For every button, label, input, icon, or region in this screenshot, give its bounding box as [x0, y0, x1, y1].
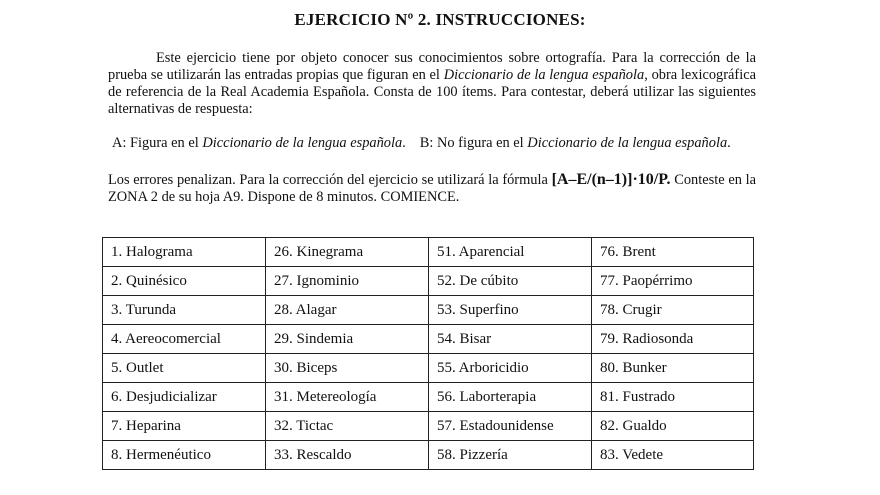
word-item-cell: 28. Alagar [266, 296, 429, 325]
table-row [103, 354, 754, 383]
word-item-cell: 8. Hermenéutico [103, 441, 266, 470]
word-item-cell: 31. Metereología [266, 383, 429, 412]
word-item-cell: 5. Outlet [103, 354, 266, 383]
alternative-b-prefix: B: No figura en el [419, 135, 528, 151]
word-item-cell: 76. Brent [592, 238, 754, 267]
word-item-cell: 30. Biceps [266, 354, 429, 383]
page-title: EJERCICIO Nº 2. INSTRUCCIONES: [294, 10, 586, 29]
word-item-cell: 33. Rescaldo [266, 441, 429, 470]
word-item-cell: 55. Arboricidio [429, 354, 592, 383]
table-row [103, 325, 754, 354]
word-item-cell: 32. Tictac [266, 412, 429, 441]
instructions-text-2: , obra lexicográfica de referencia de la Real Academia Española. Consta de 100 ítems. Para contestar, deberá utilizar las siguientes alternativas de respuesta: [108, 67, 756, 117]
dictionary-title: Diccionario de la lengua española [443, 67, 645, 83]
word-item-cell: 53. Superfino [429, 296, 592, 325]
word-item-cell: 4. Aereocomercial [103, 325, 266, 354]
alternative-a-suffix: . [402, 135, 406, 151]
alternative-b-suffix: . [727, 135, 731, 151]
instructions-paragraph [108, 50, 756, 118]
table-row [103, 267, 754, 296]
table-row [103, 412, 754, 441]
word-item-cell: 77. Paopérrimo [592, 267, 754, 296]
word-item-cell: 57. Estadounidense [429, 412, 592, 441]
scoring-text-2: Conteste en la ZONA 2 de su hoja A9. Dispone de 8 minutos. COMIENCE. [108, 172, 756, 205]
table-row [103, 296, 754, 325]
word-item-cell: 29. Sindemia [266, 325, 429, 354]
word-table-body [103, 238, 754, 470]
word-item-cell: 58. Pizzería [429, 441, 592, 470]
word-item-cell: 2. Quinésico [103, 267, 266, 296]
scoring-formula: [A–E/(n–1)]·10/P. [551, 171, 671, 188]
word-item-cell: 26. Kinegrama [266, 238, 429, 267]
word-item-cell: 54. Bisar [429, 325, 592, 354]
word-table [102, 237, 754, 470]
word-item-cell: 81. Fustrado [592, 383, 754, 412]
word-item-cell: 3. Turunda [103, 296, 266, 325]
instructions-text-1: Este ejercicio tiene por objeto conocer sus conocimientos sobre ortografía. Para la corrección de la prueba se utilizarán las entradas propias que figuran en el [108, 50, 756, 83]
word-item-cell: 80. Bunker [592, 354, 754, 383]
word-item-cell: 56. Laborterapia [429, 383, 592, 412]
alternative-a-prefix: A: Figura en el [112, 135, 203, 151]
word-item-cell: 51. Aparencial [429, 238, 592, 267]
table-row [103, 383, 754, 412]
table-row [103, 238, 754, 267]
alternative-b-dictionary: Diccionario de la lengua española [527, 135, 728, 151]
word-item-cell: 83. Vedete [592, 441, 754, 470]
scoring-text-1: Los errores penalizan. Para la corrección del ejercicio se utilizará la fórmula [108, 172, 552, 188]
answer-alternatives [112, 135, 762, 152]
scoring-paragraph [108, 171, 756, 206]
word-table-wrapper [102, 237, 754, 470]
word-item-cell: 1. Halograma [103, 238, 266, 267]
table-row [103, 441, 754, 470]
alternative-a-dictionary: Diccionario de la lengua española [202, 135, 403, 151]
word-item-cell: 79. Radiosonda [592, 325, 754, 354]
word-item-cell: 82. Gualdo [592, 412, 754, 441]
word-item-cell: 7. Heparina [103, 412, 266, 441]
word-item-cell: 6. Desjudicializar [103, 383, 266, 412]
word-item-cell: 27. Ignominio [266, 267, 429, 296]
word-item-cell: 78. Crugir [592, 296, 754, 325]
word-item-cell: 52. De cúbito [429, 267, 592, 296]
